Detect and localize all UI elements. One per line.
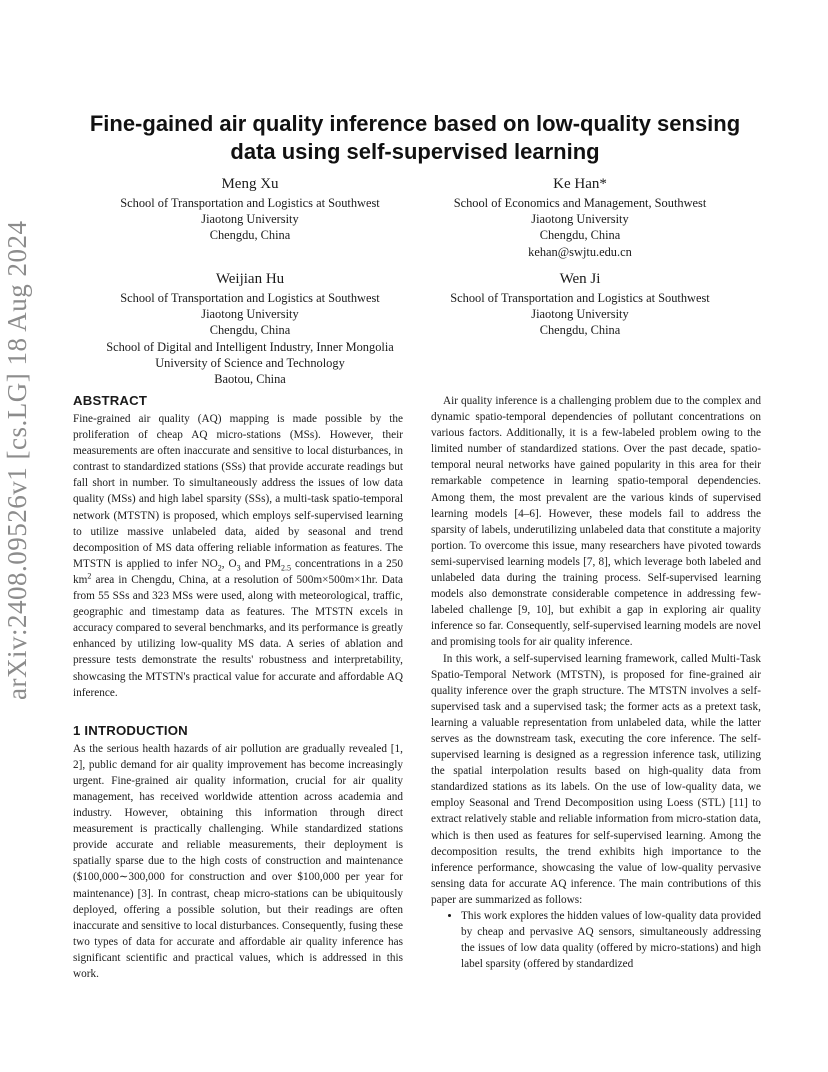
- author-name: Wen Ji: [559, 271, 601, 287]
- affiliation-line: School of Transportation and Logistics at Southwest: [120, 196, 380, 210]
- right-column: [431, 393, 761, 972]
- affiliation-line: Chengdu, China: [539, 228, 621, 243]
- author-name: Ke Han*: [553, 176, 607, 192]
- author-block-wen-ji: [410, 270, 750, 339]
- author-block-ke-han: [410, 175, 750, 260]
- arxiv-identifier-stamp: arXiv:2408.09526v1 [cs.LG] 18 Aug 2024: [2, 220, 32, 700]
- body-paragraph: Air quality inference is a challenging problem due to the complex and dynamic spatio-temporal dependencies of pollutant concentrations on various factors. Additionally, it is a few-labeled problem owing to the limited number of standardized stations. Over the past decade, spatio-temporal neural networks have gained popularity in this area for their remarkable competence in learning spatio-temporal dependencies. Among them, the most prevalent are the various kinds of supervised learning models [4–6]. However, these models fail to address the sparsity of labels, underutilizing unlabeled data that constitute a majority portion. To overcome this issue, many researchers have pivoted towards semi-supervised learning models [7, 8], which leverage both labeled and unlabeled data during the training process. Self-supervised learning models also demonstrate considerable competence in addressing few-labeled challenge [9, 10], but exhibit a gap in exploring air quality inference so far. Consequently, self-supervised learning models are novel and promising tools for air quality inference.: [431, 395, 761, 649]
- affiliation-line: University of Science and Technology: [155, 355, 345, 370]
- affiliation-line: Chengdu, China: [209, 323, 291, 338]
- author-email[interactable]: kehan@swjtu.edu.cn: [528, 244, 632, 259]
- title-line-2: data using self-supervised learning: [230, 139, 600, 164]
- affiliation-line: Jiaotong University: [531, 307, 629, 322]
- abstract-heading: ABSTRACT: [73, 393, 148, 408]
- author-name: Weijian Hu: [215, 271, 285, 287]
- left-column: [73, 393, 403, 982]
- affiliation-line: Chengdu, China: [209, 228, 291, 243]
- affiliation-line: Chengdu, China: [539, 323, 621, 338]
- affiliation-line: School of Economics and Management, Southwest: [453, 196, 707, 210]
- affiliation-line: Jiaotong University: [201, 212, 299, 227]
- list-item: • This work explores the hidden values of low-quality data provided by cheap and pervasive AQ sensors, simultaneously addressing the issues of low data quality (offered by micro-stations) and high label sparsity (offered by standardized: [461, 908, 761, 972]
- author-block-meng-xu: [80, 175, 420, 244]
- author-name: Meng Xu: [221, 176, 279, 192]
- author-block-weijian-hu: [80, 270, 420, 387]
- affiliation-line: Jiaotong University: [531, 212, 629, 227]
- affiliation-line: Baotou, China: [214, 372, 286, 387]
- abstract-paragraph: Fine-grained air quality (AQ) mapping is made possible by the proliferation of cheap AQ micro-stations (MSs). However, their measurements are often inaccurate and sensitive to local disturbances, in contrast to standardized stations (SSs) that provide accurate readings but fall short in number. To simultaneously address the issues of low data quality (MSs) and high label sparsity (SSs), a multi-task spatio-temporal network (MTSTN) is proposed, which employs self-supervised learning to utilize massive unlabeled data, aided by seasonal and trend decomposition of MS data offering reliable information as features. The MTSTN is applied to infer $NO_2$, $O_3$ and $PM_{2.5}$ concentrations in a 250 $km^2$ area in Chengdu, China, at a resolution of 500m×500m×1hr. Data from 55 SSs and 323 MSs were used, along with meteorological, traffic, geographic and timestamp data as features. The MTSTN excels in accuracy compared to several benchmarks, and its performance is greatly enhanced by utilizing low-quality MS data. A series of ablation and pressure tests demonstrate the results' robustness and interpretability, showcasing the MTSTN's practical value for accurate and affordable AQ inference.: [73, 413, 404, 699]
- introduction-heading: 1 INTRODUCTION: [73, 722, 188, 738]
- affiliation-line: School of Digital and Intelligent Industry, Inner Mongolia: [106, 339, 394, 354]
- body-paragraph: In this work, a self-supervised learning framework, called Multi-Task Spatio-Temporal Network (MTSTN), is proposed for fine-grained air quality inference over the graph structure. The MTSTN involves a self-supervised task and a supervised task; the former acts as a pretext task, learning a valuable representation from unlabeled data, while the latter serves as the downstream task, executing the core inference. The self-supervised learning is designed as a regression inference task, utilizing the spatial interpolation results based on high-quality data from standardized stations as its labels. On the use of low-quality data, we employ Seasonal and Trend Decomposition using Loess (STL) [11] to extract relatively stable and reliable information from micro-station data, which is then used as features for self-supervised learning. Among the decomposition results, the trend exhibits high importance to the inference performance, showcasing the value of low-quality pervasive sensing data for accurate AQ inference. The main contributions of this paper are summarized as follows:: [431, 652, 761, 906]
- affiliation-line: School of Transportation and Logistics at Southwest: [120, 291, 380, 305]
- paper-title: [60, 110, 770, 166]
- contributions-list: [431, 908, 761, 972]
- affiliation-line: School of Transportation and Logistics at Southwest: [450, 291, 710, 305]
- affiliation-line: Jiaotong University: [201, 307, 299, 322]
- introduction-paragraph: As the serious health hazards of air pollution are gradually revealed [1, 2], public demand for air quality improvement has become increasingly urgent. Fine-grained air quality information, crucial for air quality management, has received worldwide attention across academia and industry. However, obtaining this information through direct measurement is practically challenging. While standardized stations provide accurate and reliable measurements, their deployment is spatially sparse due to the high costs of construction and maintenance ($100,000∼300,000 for construction and over $100,000 per year for maintenance) [3]. In contrast, cheap micro-stations can be ubiquitously deployed, offering a possible solution, but their readings are often inaccurate and sensitive to local disturbances. Consequently, fusing these two types of data for accurate and affordable air quality inference has significant scientific and practical values, which is addressed in this work.: [73, 742, 403, 980]
- title-line-1: Fine-gained air quality inference based on low-quality sensing: [89, 111, 741, 136]
